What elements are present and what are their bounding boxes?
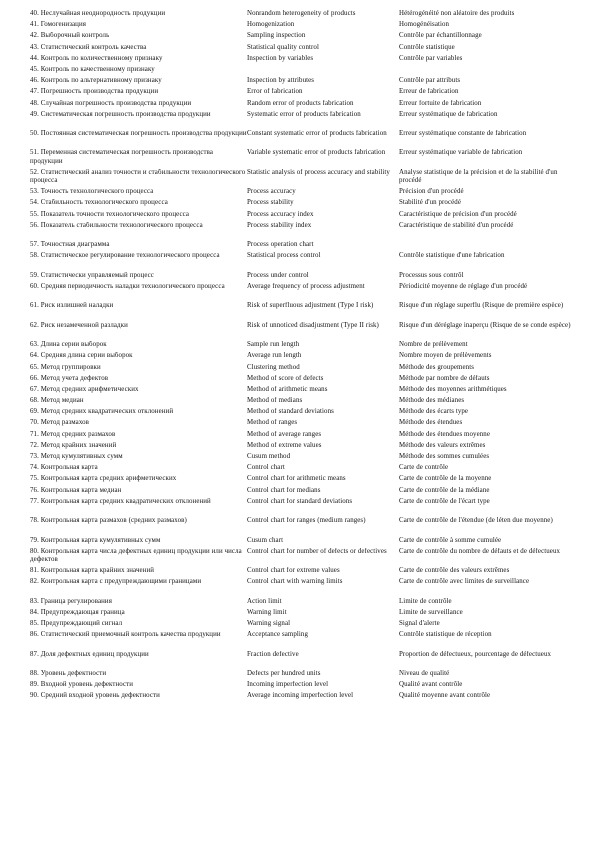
term-russian: 86. Статистический приемочный контроль качества продукции [30,631,221,639]
term-english: Systematic error of products fabrication [247,110,361,118]
term-russian: 41. Гомогенизация [30,21,87,29]
term-french: Carte de contrôle des valeurs extrêmes [399,567,510,575]
term-english: Warning signal [247,620,291,628]
term-row [30,419,575,430]
term-french: Qualité avant contrôle [399,681,463,689]
term-english: Method of score of defects [247,374,324,382]
term-row [30,169,575,188]
term-russian: 82. Контрольная карта с предупреждающими границами [30,578,202,586]
term-russian: 44. Контроль по количественному признаку [30,54,163,62]
term-row [30,681,575,692]
term-french: Contrôle statistique d'une fabrication [399,252,505,260]
term-row [30,464,575,475]
term-row [30,475,575,486]
term-row [30,567,575,578]
term-english: Homogenization [247,21,295,29]
term-french [399,241,575,252]
term-russian: 78. Контрольная карта размахов (средних размахов) [30,517,187,525]
term-french: Carte de contrôle du nombre de défauts et de défectueux [399,547,561,555]
term-russian: 51. Переменная систематическая погрешность производства продукции [30,149,214,165]
term-french: Erreur de fabrication [399,88,459,96]
term-english: Sample run length [247,341,300,349]
term-french: Stabilité d'un procédé [399,199,461,207]
term-english: Statistical quality control [247,43,319,51]
term-row [30,130,575,149]
term-row [30,211,575,222]
term-russian: 50. Постоянная систематическая погрешность производства продукции [30,130,247,138]
term-english: Process accuracy [247,188,296,196]
term-english: Control chart [247,464,285,472]
term-english: Statistic analysis of process accuracy and stability [247,168,390,176]
term-french: Carte de contrôle de l'étendue (de léten due moyenne) [399,517,553,525]
terminology-table-body [30,10,575,704]
term-english: Random error of products fabrication [247,99,354,107]
term-russian: 79. Контрольная карта кумулятивных сумм [30,536,161,544]
term-row [30,537,575,548]
term-french: Méthode des écarts type [399,408,469,416]
term-english: Control chart for ranges (medium ranges) [247,517,366,525]
term-russian: 46. Контроль по альтернативному признаку [30,77,162,85]
term-russian: 63. Длина серии выборок [30,341,107,349]
term-row [30,44,575,55]
term-russian: 55. Показатель точности технологического процесса [30,210,190,218]
term-russian: 49. Систематическая погрешность производства продукции [30,110,211,118]
term-french: Contrôle par variables [399,54,463,62]
term-english: Process operation chart [247,241,314,249]
term-english: Method of medians [247,397,303,405]
term-french: Carte de contrôle de la moyenne [399,475,492,483]
term-row [30,341,575,352]
term-french [399,66,575,77]
term-english: Control chart for standard deviations [247,497,353,505]
term-row [30,111,575,130]
term-english: Method of average ranges [247,430,322,438]
term-row [30,487,575,498]
term-row [30,692,575,703]
term-russian: 67. Метод средних арифметических [30,385,139,393]
term-english: Acceptance sampling [247,631,309,639]
term-english: Average frequency of process adjustment [247,282,365,290]
term-russian: 73. Метод кумулятивных сумм [30,453,123,461]
term-row [30,598,575,609]
term-row [30,252,575,271]
term-russian: 75. Контрольная карта средних арифметических [30,475,177,483]
term-russian: 84. Предупреждающая граница [30,608,125,616]
term-russian: 61. Риск излишней наладки [30,302,114,310]
term-french: Proportion de défectueux, pourcentage de défectueux [399,650,552,658]
term-russian: 72. Метод крайних значений [30,441,117,449]
term-row [30,322,575,341]
term-french: Contrôle par échantillonnage [399,32,482,40]
term-english: Error of fabrication [247,88,303,96]
term-row [30,222,575,241]
term-russian: 71. Метод средних размахов [30,430,116,438]
term-english: Average run length [247,352,302,360]
term-english: Process stability index [247,221,312,229]
term-row [30,670,575,681]
term-row [30,364,575,375]
term-french: Homogénéisation [399,21,450,29]
term-french: Méthode par nombre de défauts [399,374,490,382]
term-english: Defects per hundred units [247,670,321,678]
term-russian: 65. Метод группировки [30,363,101,371]
term-french: Risque d'un déréglage inaperçu (Risque de se conde espèce) [399,321,571,329]
term-english: Nonrandom heterogeneity of products [247,10,356,17]
term-row [30,241,575,252]
term-french: Contrôle statistique de réception [399,631,492,639]
term-row [30,283,575,302]
term-french: Méthode des valeurs extrêmes [399,441,486,449]
term-russian: 53. Точность технологического процесса [30,188,154,196]
term-russian: 52. Статистический анализ точности и стабильности технологического процесса [30,168,246,184]
term-french: Signal d'alerte [399,620,440,628]
term-english: Control chart for extreme values [247,567,340,575]
term-english: Clustering method [247,363,300,371]
term-french: Qualité moyenne avant contrôle [399,692,491,700]
term-russian: 80. Контрольная карта числа дефектных единиц продукции или числа дефектов [30,547,242,563]
term-english [247,66,399,77]
term-english: Method of ranges [247,419,298,427]
term-russian: 88. Уровень дефектности [30,670,107,678]
term-english: Control chart for arithmetic means [247,475,346,483]
term-russian: 40. Неслучайная неоднородность продукции [30,10,166,17]
term-russian: 70. Метод размахов [30,419,90,427]
term-russian: 76. Контрольная карта медиан [30,486,122,494]
term-russian: 42. Выборочный контроль [30,32,110,40]
term-row [30,548,575,567]
term-english: Inspection by variables [247,54,314,62]
term-russian: 69. Метод средних квадратических отклонений [30,408,174,416]
term-russian: 85. Предупреждающий сигнал [30,620,123,628]
term-english: Action limit [247,597,282,605]
term-row [30,631,575,650]
term-english: Constant systematic error of products fabrication [247,130,387,138]
term-french: Erreur systématique de fabrication [399,110,498,118]
term-row [30,517,575,536]
term-russian: 45. Контроль по качественному признаку [30,65,155,73]
term-english: Control chart for medians [247,486,321,494]
term-row [30,10,575,21]
term-russian: 62. Риск незамеченной разладки [30,321,128,329]
term-french: Précision d'un procédé [399,188,464,196]
term-russian: 54. Стабильность технологического процесса [30,199,168,207]
term-russian: 74. Контрольная карта [30,464,98,472]
term-french: Caractéristique de stabilité d'un procédé [399,221,514,229]
term-french: Méthode des moyennes arithmétiques [399,385,507,393]
term-english: Process accuracy index [247,210,314,218]
term-english: Risk of unnoticed disadjustment (Type II risk) [247,321,379,329]
term-french: Carte de contrôle [399,464,449,472]
term-english: Fraction defective [247,650,299,658]
term-row [30,88,575,99]
term-french: Analyse statistique de la précision et de la stabilité d'un procédé [399,168,558,184]
term-french: Contrôle statistique [399,43,455,51]
term-russian: 90. Средний входной уровень дефектности [30,692,160,700]
term-row [30,55,575,66]
term-russian: 60. Средняя периодичность наладки технологического процесса [30,282,225,290]
term-russian: 48. Случайная погрешность производства продукции [30,99,192,107]
term-row [30,77,575,88]
term-row [30,408,575,419]
term-row [30,100,575,111]
term-row [30,375,575,386]
term-row [30,188,575,199]
term-russian: 77. Контрольная карта средних квадратических отклонений [30,497,211,505]
term-french: Nombre de prélèvement [399,341,468,349]
term-english: Cusum method [247,453,291,461]
term-russian: 56. Показатель стабильности технологического процесса [30,221,203,229]
term-english: Average incoming imperfection level [247,692,354,700]
term-english: Cusum chart [247,536,284,544]
term-french: Carte de contrôle de la médiane [399,486,490,494]
term-french: Carte de contrôle avec limites de surveillance [399,578,530,586]
term-french: Processus sous contrôl [399,271,464,279]
term-row [30,21,575,32]
term-russian: 57. Точностная диаграмма [30,241,110,249]
term-english: Process stability [247,199,294,207]
term-russian: 59. Статистически управляемый процесс [30,271,154,279]
term-row [30,453,575,464]
term-french: Hétérogénéité non aléatoire des produits [399,10,515,17]
term-row [30,32,575,43]
term-russian: 83. Граница регулирования [30,597,112,605]
term-row [30,498,575,517]
term-row [30,386,575,397]
term-french: Méthode des étendues moyenne [399,430,491,438]
terminology-table [30,10,575,704]
term-russian: 68. Метод медиан [30,397,84,405]
term-row [30,651,575,670]
term-english: Warning limit [247,608,287,616]
term-french: Méthode des sommes cumulées [399,453,490,461]
term-french: Méthode des médianes [399,397,465,405]
term-russian: 58. Статистическое регулирование технологического процесса [30,252,220,260]
term-row [30,578,575,597]
term-english: Sampling inspection [247,32,306,40]
term-row [30,302,575,321]
term-french: Limite de surveillance [399,608,463,616]
term-row [30,352,575,363]
term-row [30,199,575,210]
term-row [30,442,575,453]
term-english: Variable systematic error of products fabrication [247,149,386,157]
term-french: Méthode des étendues [399,419,463,427]
term-french: Erreur systématique variable de fabrication [399,149,523,157]
term-row [30,66,575,77]
term-french: Carte de contrôle à somme cumulée [399,536,502,544]
term-french: Erreur systématique constante de fabrication [399,130,527,138]
term-row [30,620,575,631]
term-english: Control chart for number of defects or defectives [247,547,387,555]
term-english: Method of extreme values [247,441,322,449]
term-french: Contrôle par attributs [399,77,461,85]
term-french: Périodicité moyenne de réglage d'un procédé [399,282,528,290]
term-french: Nombre moyen de prélèvements [399,352,492,360]
term-english: Incoming imperfection level [247,681,329,689]
term-row [30,609,575,620]
term-french: Niveau de qualité [399,670,450,678]
term-french: Erreur fortuite de fabrication [399,99,482,107]
term-english: Statistical process control [247,252,321,260]
term-russian: 87. Доля дефектных единиц продукции [30,650,149,658]
term-english: Inspection by attributes [247,77,315,85]
term-row [30,397,575,408]
term-english: Method of arithmetic means [247,385,328,393]
term-french: Carte de contrôle de l'écart type [399,497,490,505]
term-french: Risque d'un réglage superflu (Risque de première espèce) [399,302,564,310]
term-english: Process under control [247,271,309,279]
term-russian: 89. Входной уровень дефектности [30,681,134,689]
term-english: Method of standard deviations [247,408,334,416]
term-row [30,149,575,168]
term-russian: 81. Контрольная карта крайних значений [30,567,155,575]
term-row [30,272,575,283]
term-russian: 66. Метод учета дефектов [30,374,109,382]
term-french: Méthode des groupements [399,363,475,371]
term-russian: 64. Средняя длина серии выборок [30,352,133,360]
term-french: Caractéristique de précision d'un procédé [399,210,517,218]
term-english: Risk of superfluous adjustment (Type I risk) [247,302,374,310]
term-russian: 43. Статистический контроль качества [30,43,147,51]
term-english: Control chart with warning limits [247,578,343,586]
term-french: Limite de contrôle [399,597,452,605]
term-russian: 47. Погрешность производства продукции [30,88,159,96]
term-row [30,431,575,442]
